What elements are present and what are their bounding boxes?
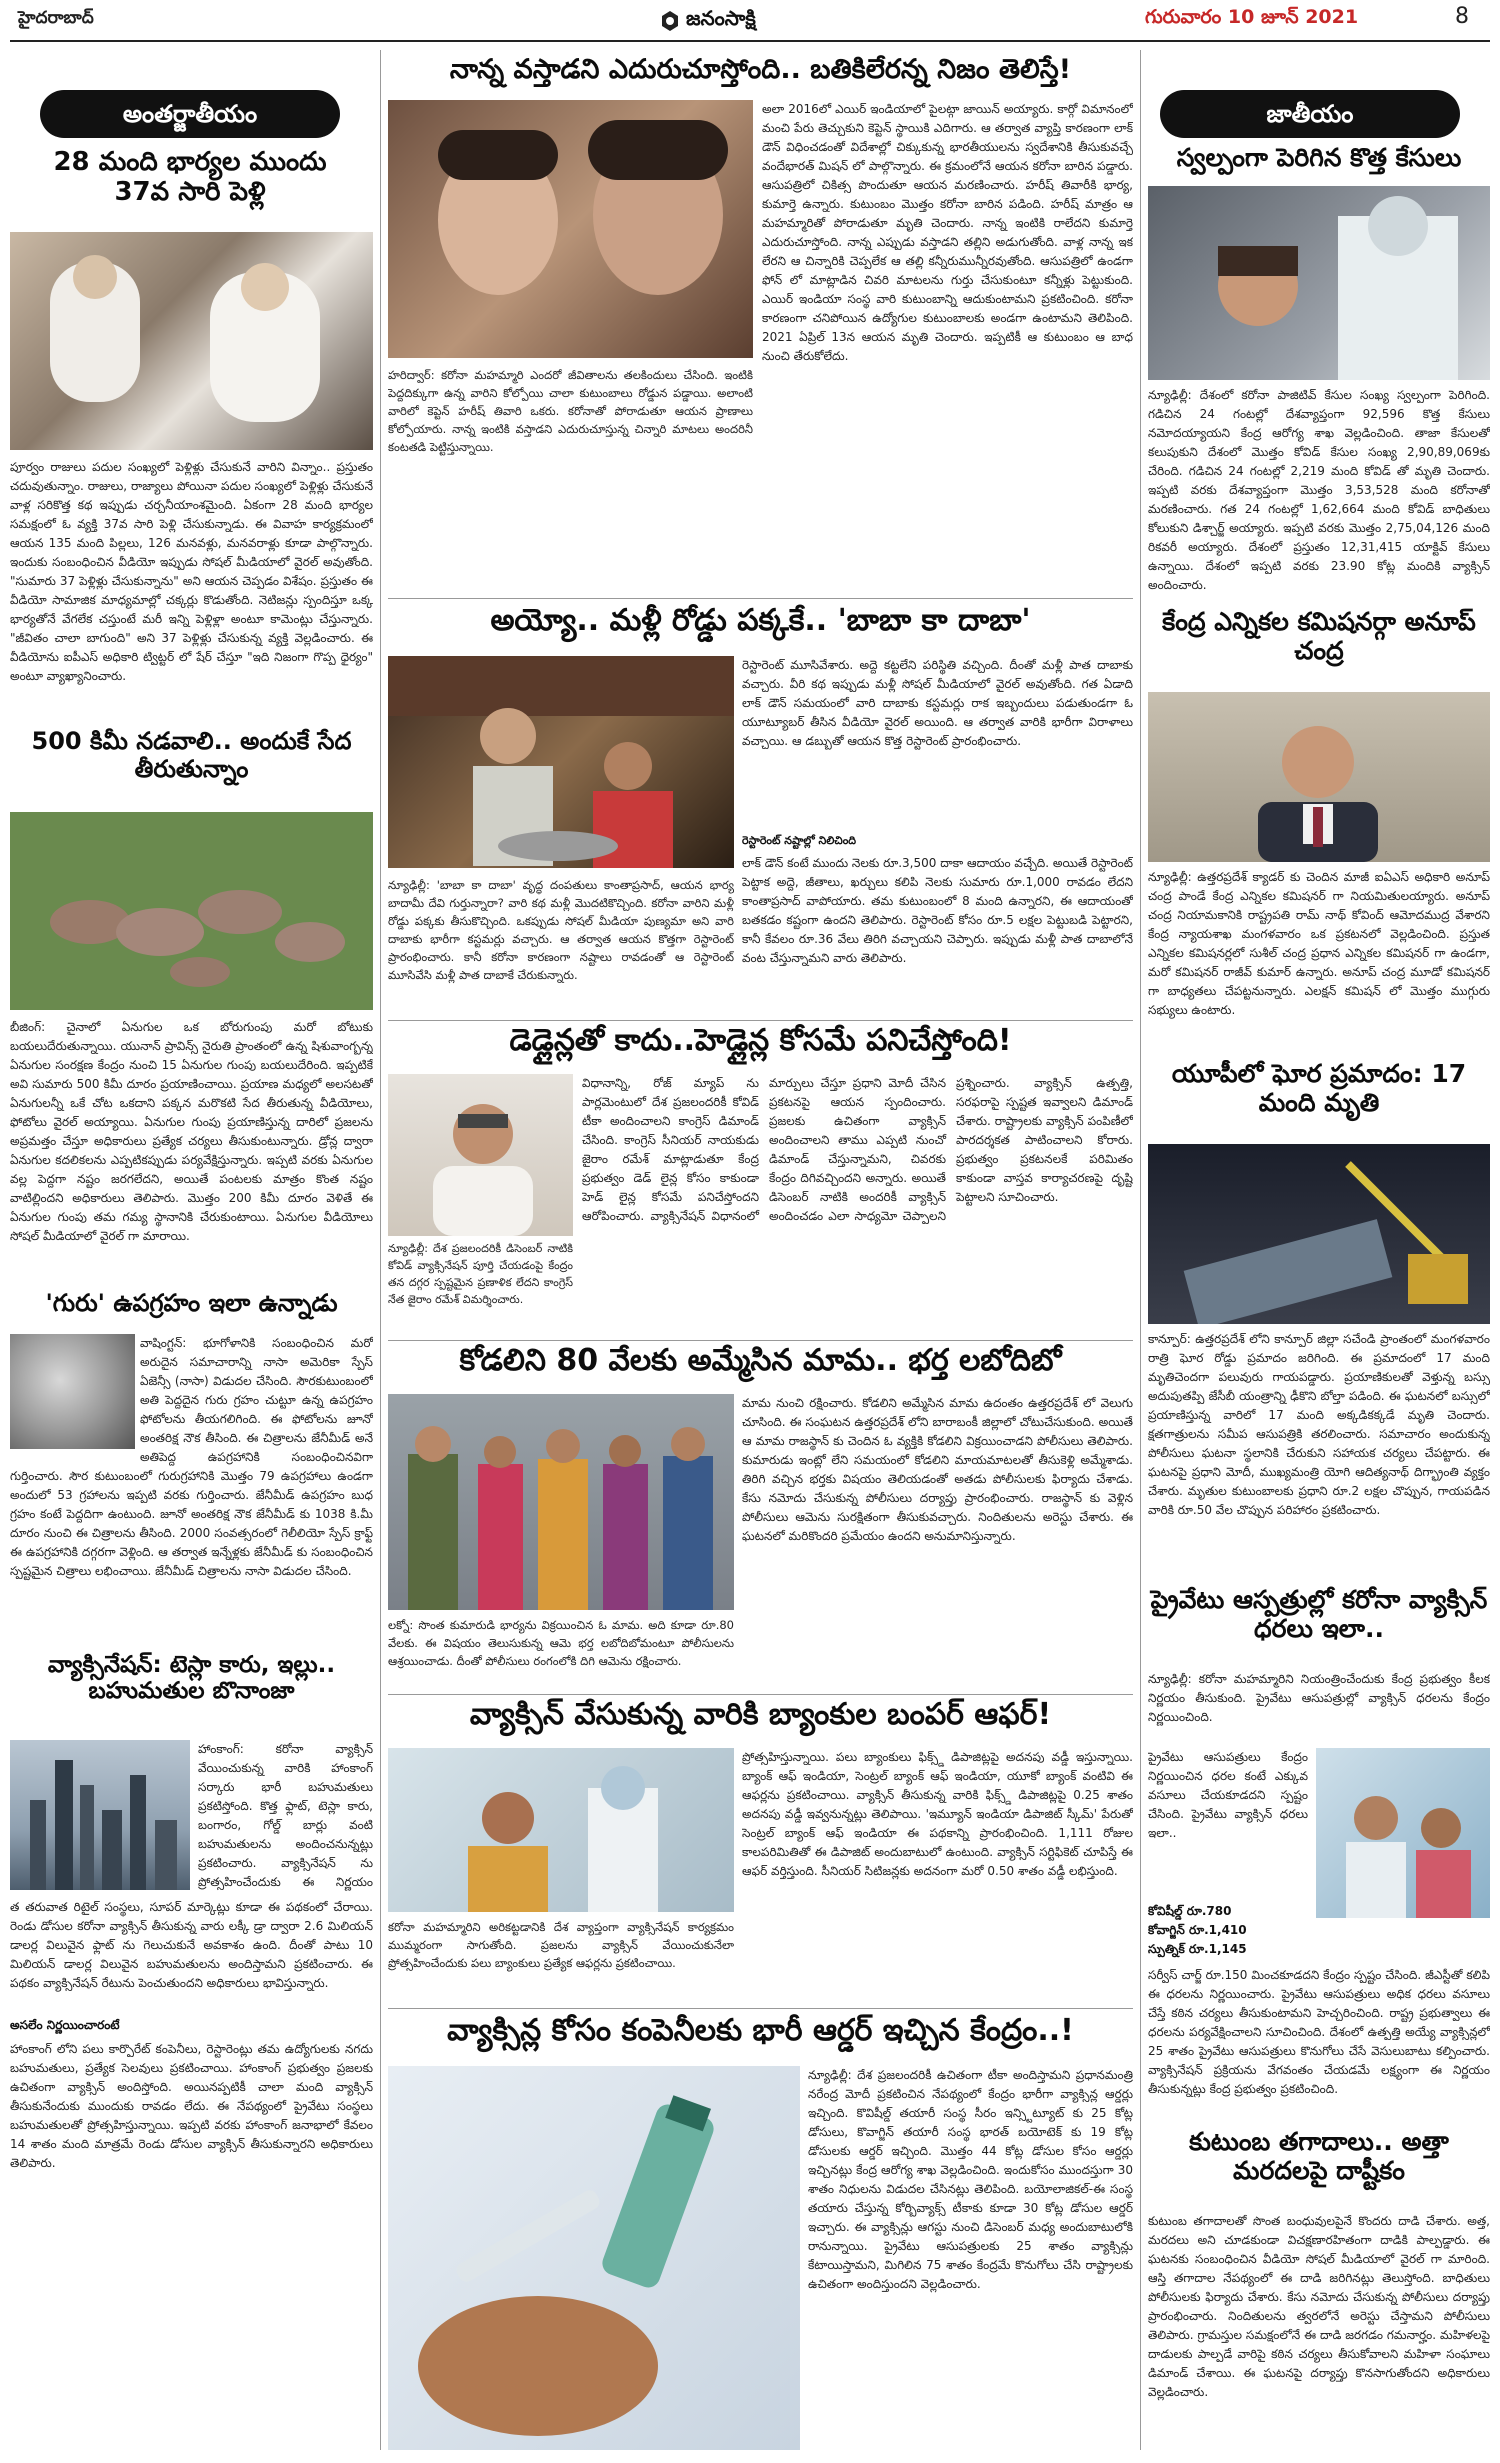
s4-body-top: హాంకాంగ్: కరోనా వ్యాక్సిన్ వేయించుకున్న వారికి హాంకాంగ్ సర్కారు భారీ బహుమతులు ప్రకటిస్తోంది. కొత్త ఫ్లాట్, టెస్లా కారు, బంగారం, గోల్డ్ బార్లు వంటి బహుమతులను అందించనున్నట్లు ప్రకటించారు. వ్యాక్సినేషన్ ను ప్రోత్సహించేందుకు ఈ నిర్ణయం [198, 1742, 373, 1889]
s6-body-top: రెస్టారెంట్ మూసివేశారు. అద్దె కట్టలేని పరిస్థితి వచ్చింది. దీంతో మళ్లీ పాత దాబాకు వచ్చారు. వీరి కథ ఇప్పుడు మళ్లీ సోషల్ మీడియాలో వైరల్ అవుతోంది. గత ఏడాది లాక్ డౌన్ సమయంలో వారి దాబాకు కస్టమర్లు రాక ఇబ్బందులు పడుతుండగా ఓ యూట్యూబర్ తీసిన వీడియో వైరల్ అయింది. ఆ తర్వాత వారికి భారీగా విరాళాలు వచ్చాయి. ఆ డబ్బుతో ఆయన కొత్త రెస్టారెంట్ ప్రారంభించారు. [742, 658, 1133, 748]
s8-photo [388, 1394, 734, 1610]
header-city: హైదరాబాద్ [18, 8, 94, 28]
s6-photo [388, 656, 734, 868]
s15-body: కుటుంబ తగాదాలతో సొంత బంధువులపైనే కొందరు దాడి చేశారు. అత్త, మరదలు అని చూడకుండా విచక్షణారహితంగా దాడికి పాల్పడ్డారు. ఈ ఘటనకు సంబంధించిన వీడియో సోషల్ మీడియాలో వైరల్ గా మారింది. ఆస్తి తగాదాల నేపథ్యంలో ఈ దాడి జరిగినట్లు తెలుస్తోంది. బాధితులు పోలీసులకు ఫిర్యాదు చేశారు. కేసు నమోదు చేసుకున్న పోలీసులు దర్యాప్తు ప్రారంభించారు. నిందితులను త్వరలోనే అరెస్టు చేస్తామని పోలీసులు తెలిపారు. గ్రామస్తుల సమక్షంలోనే ఈ దాడి జరగడం గమనార్హం. మహిళలపై దాడులకు పాల్పడే వారిపై కఠిన చర్యలు తీసుకోవాలని మహిళా సంఘాలు డిమాండ్ చేశాయి. ఈ ఘటనపై దర్యాప్తు కొనసాగుతోందని అధికారులు వెల్లడించారు. [1148, 2214, 1490, 2399]
s5-headline: నాన్న వస్తాడని ఎదురుచూస్తోంది.. బతికిలేరన్న నిజం తెలిస్తే! [449, 54, 1072, 85]
s1-body: పూర్వం రాజులు పదుల సంఖ్యలో పెళ్లిళ్లు చేసుకునే వారిని విన్నాం.. ప్రస్తుతం చదువుతున్నాం. రాజులు, రాజ్యాలు పోయినా పదుల సంఖ్యలో పెళ్లిళ్లు చేసుకునే వాళ్ల సరికొత్త కథ ఇప్పుడు చర్చనీయాంశమైంది. ఏకంగా 28 మంది భార్యల సమక్షంలో ఓ వ్యక్తి 37వ సారి పెళ్లి చేసుకున్నాడు. ఈ వివాహ కార్యక్రమంలో ఆయన 135 మంది పిల్లలు, 126 మనవళ్లు, మనవరాళ్లు కూడా పాల్గొన్నారు. ఇందుకు సంబంధించిన వీడియో ఇప్పుడు సోషల్ మీడియాలో వైరల్ అవుతోంది. "సుమారు 37 పెళ్లిళ్లు చేసుకున్నాను" అని ఆయన చెప్పడం విశేషం. ప్రస్తుతం ఈ వీడియో సామాజిక మాధ్యమాల్లో చక్కర్లు కొడుతోంది. నెటిజన్లు స్పందిస్తూ ఒక్క భార్యతోనే వేగలేక చస్తుంటే మరీ ఇన్ని పెళ్లిళ్లా అంటూ కామెంట్లు చేస్తున్నారు. "జీవితం చాలా బాగుంది" అని 37 పెళ్లిళ్లు చేసుకున్న వ్యక్తి వెల్లడించారు. ఈ వీడియోను ఐపీఎస్ అధికారి ట్విట్టర్ లో షేర్ చేస్తూ "ఇది నిజంగా గొప్ప ధైర్యం" అంటూ వ్యాఖ్యానించారు. [10, 460, 373, 683]
masthead-logo: జనంసాక్షి [686, 6, 756, 30]
s11-body: న్యూఢిల్లీ: దేశంలో కరోనా పాజిటివ్ కేసుల సంఖ్య స్వల్పంగా పెరిగింది. గడిచిన 24 గంటల్లో దేశవ్యాప్తంగా 92,596 కొత్త కేసులు నమోదయ్యాయని కేంద్ర ఆరోగ్య శాఖ వెల్లడించింది. తాజా కేసులతో కలుపుకుని దేశంలో మొత్తం కోవిడ్ కేసుల సంఖ్య 2,90,89,069కు చేరింది. గడిచిన 24 గంటల్లో 2,219 మంది కోవిడ్ తో మృతి చెందారు. ఇప్పటి వరకు దేశవ్యాప్తంగా మొత్తం 3,53,528 మంది కరోనాతో మరణించారు. గత 24 గంటల్లో 1,62,664 మంది కోవిడ్ బాధితులు కోలుకుని డిశ్చార్జ్ అయ్యారు. ఇప్పటి వరకు మొత్తం 2,75,04,126 మంది రికవరీ అయ్యారు. దేశంలో ప్రస్తుతం 12,31,415 యాక్టివ్ కేసులు ఉన్నాయి. దేశంలో ఇప్పటి వరకు 23.90 కోట్ల మందికి వ్యాక్సిన్ అందించారు. [1148, 388, 1490, 592]
column-divider [1140, 50, 1141, 2450]
s3-photo-mask [10, 1334, 135, 1449]
s12-photo [1148, 692, 1490, 862]
s11-headline: స్వల్పంగా పెరిగిన కొత్త కేసులు [1176, 144, 1462, 172]
s6-subhead: రెస్టారెంట్ నష్టాల్లో నిలిచింది [742, 834, 857, 847]
s7-headline: డెడ్లైన్లతో కాదు..హెడ్లైన్ల కోసమే పనిచేస్తోంది! [509, 1024, 1012, 1058]
s4-headline: వ్యాక్సినేషన్: టెస్లా కారు, ఇల్లు.. బహుమతుల బొనాంజా [47, 1652, 336, 1705]
s4-body2: హాంకాంగ్ లోని పలు కార్పొరేట్ కంపెనీలు, రెస్టారెంట్లు తమ ఉద్యోగులకు నగదు బహుమతులు, ప్రత్యేక సెలవులు ప్రకటించాయి. హాంకాంగ్ ప్రభుత్వం ప్రజలకు ఉచితంగా వ్యాక్సిన్ అందిస్తోంది. అయినప్పటికీ చాలా మంది వ్యాక్సిన్ తీసుకునేందుకు ముందుకు రావడం లేదు. ఈ నేపథ్యంలో ప్రైవేటు సంస్థలు బహుమతులతో ప్రోత్సహిస్తున్నాయి. ఇప్పటి వరకు హాంకాంగ్ జనాభాలో కేవలం 14 శాతం మంది మాత్రమే రెండు డోసుల వ్యాక్సిన్ తీసుకున్నారని అధికారులు తెలిపారు. [10, 2042, 373, 2170]
s2-headline: 500 కిమీ నడవాలి.. అందుకే సేద తీరుతున్నాం [31, 728, 352, 783]
s3-body-text: వాషింగ్టన్: భూగోళానికి సంబంధించిన మరో అరుదైన సమాచారాన్ని నాసా అమెరికా స్పేస్ ఏజెన్సీ (నాసా) విడుదల చేసింది. సౌరకుటుంబంలో అతి పెద్దదైన గురు గ్రహం చుట్టూ ఉన్న ఉపగ్రహం ఫోటోలను తీయగలిగింది. ఈ ఫోటోలను జూనో అంతరిక్ష నౌక తీసింది. ఈ చిత్రాలను జేనీమీడ్ అనే అతిపెద్ద ఉపగ్రహానికి సంబంధించినవిగా గుర్తించారు. సౌర కుటుంబంలో గురుగ్రహానికి మొత్తం 79 ఉపగ్రహాలు ఉండగా అందులో 53 గ్రహాలను ఇప్పటి వరకు గుర్తించారు. జేనీమీడ్ ఉపగ్రహం బుధ గ్రహం కంటే పెద్దదిగా ఉంటుంది. జూనో అంతరిక్ష నౌక జేనీమీడ్ కు 1038 కి.మీ దూరం నుంచి ఈ చిత్రాలను తీసింది. 2000 సంవత్సరంలో గెలీలియో స్పేస్ క్రాఫ్ట్ ఈ ఉపగ్రహానికి దగ్గరగా వెళ్లింది. ఆ తర్వాత ఇన్నేళ్లకు జేనీమీడ్ కు సంబంధించిన స్పష్టమైన చిత్రాలు లభించాయి. జేనీమీడ్ చిత్రాలను నాసా విడుదల చేసింది. [10, 1336, 373, 1578]
s4-subhead: అసలేం నిర్ణయించారంటే [10, 2018, 120, 2032]
s4-body: త తరువాత రిటైల్ సంస్థలు, సూపర్ మార్కెట్లు కూడా ఈ పథకంలో చేరాయి. రెండు డోసుల కరోనా వ్యాక్సిన్ తీసుకున్న వారు లక్కీ డ్రా ద్వారా 2.6 మిలియన్ డాలర్ల విలువైన ఫ్లాట్ ను గెలుచుకునే అవకాశం ఉంది. దీంతో పాటు 10 మిలియన్ డాలర్ల విలువైన బహుమతులను అందిస్తామని ప్రకటించారు. ఈ పథకం వ్యాక్సినేషన్ రేటును పెంచుతుందని అధికారులు భావిస్తున్నారు. [10, 1900, 373, 1990]
s8-headline: కోడలిని 80 వేలకు అమ్మేసిన మామ.. భర్త లబోదిబో [459, 1344, 1062, 1378]
column-divider [380, 50, 381, 2450]
s14-photo [1316, 1748, 1490, 1918]
s12-headline: కేంద్ర ఎన్నికల కమిషనర్గా అనూప్ చంద్ర [1162, 608, 1476, 665]
s8-caption: లక్నో: సొంత కుమారుడి భార్యను విక్రయించిన ఓ మామ. అది కూడా రూ.80 వేలకు. ఈ విషయం తెలుసుకున్న ఆమె భర్త లబోదిబోమంటూ పోలీసులను ఆశ్రయించాడు. దీంతో పోలీసులు రంగంలోకి దిగి ఆమెను రక్షించారు. [388, 1618, 734, 1668]
s3-headline: 'గురు' ఉపగ్రహం ఇలా ఉన్నాడు [45, 1290, 338, 1317]
s6-headline: అయ్యో.. మళ్లీ రోడ్డు పక్కకే.. 'బాబా కా దాబా' [490, 604, 1031, 638]
section-tag-international: అంతర్జాతీయం [40, 90, 340, 138]
s2-photo [10, 812, 373, 1010]
s14-price-list [1148, 1902, 1308, 1962]
s11-photo [1148, 186, 1490, 380]
s10-body: న్యూఢిల్లీ: దేశ ప్రజలందరికీ ఉచితంగా టీకా అందిస్తామని ప్రధానమంత్రి నరేంద్ర మోదీ ప్రకటించిన నేపథ్యంలో కేంద్రం భారీగా వ్యాక్సిన్ల ఆర్డర్లు ఇచ్చింది. కొవిషీల్డ్ తయారీ సంస్థ సీరం ఇన్స్టిట్యూట్ కు 25 కోట్ల డోసులు, కొవాగ్జిన్ తయారీ సంస్థ భారత్ బయోటెక్ కు 19 కోట్ల డోసులకు ఆర్డర్ ఇచ్చింది. మొత్తం 44 కోట్ల డోసుల కోసం ఆర్డర్లు ఇచ్చినట్లు కేంద్ర ఆరోగ్య శాఖ వెల్లడించింది. ఇందుకోసం ముందస్తుగా 30 శాతం నిధులను విడుదల చేసినట్లు తెలిపింది. బయోలాజికల్-ఈ సంస్థ తయారు చేస్తున్న కోర్బివ్యాక్స్ టీకాకు కూడా 30 కోట్ల డోసుల ఆర్డర్ ఇచ్చారు. ఈ వ్యాక్సిన్లు ఆగస్టు నుంచి డిసెంబర్ మధ్య అందుబాటులోకి రానున్నాయి. ప్రైవేటు ఆసుపత్రులకు 25 శాతం వ్యాక్సిన్లు కేటాయిస్తామని, మిగిలిన 75 శాతం కేంద్రమే కొనుగోలు చేసి రాష్ట్రాలకు ఉచితంగా అందిస్తుందని వెల్లడించారు. [808, 2068, 1133, 2291]
masthead [660, 6, 756, 35]
price-covaxin: కోవాగ్జిన్ రూ.1,410 [1148, 1923, 1247, 1937]
s5-caption: హరిద్వార్: కరోనా మహమ్మారి ఎందరో జీవితాలను తలకిందులు చేసింది. ఇంటికి పెద్దదిక్కుగా ఉన్న వారిని కోల్పోయి చాలా కుటుంబాలు రోడ్డున పడ్డాయి. అలాంటి వారిలో కెప్టెన్ హరీష్ తివారి ఒకరు. కరోనాతో పోరాడుతూ ఆయన ప్రాణాలు కోల్పోయారు. నాన్న ఇంటికి వస్తాడని ఎదురుచూస్తున్న చిన్నారి మాటలు అందరినీ కంటతడి పెట్టిస్తున్నాయి. [388, 368, 753, 454]
s10-headline: వ్యాక్సిన్ల కోసం కంపెనీలకు భారీ ఆర్డర్ ఇచ్చిన కేంద్రం..! [447, 2014, 1074, 2048]
s13-body: కాన్పూర్: ఉత్తరప్రదేశ్ లోని కాన్పూర్ జిల్లా సచేండి ప్రాంతంలో మంగళవారం రాత్రి ఘోర రోడ్డు ప్రమాదం జరిగింది. ఈ ప్రమాదంలో 17 మంది మృతిచెందగా పలువురు గాయపడ్డారు. ప్రయాణికులతో వెళ్తున్న బస్సు అదుపుతప్పి జేసీబీ యంత్రాన్ని ఢీకొని బోల్తా పడింది. ఈ ఘటనలో బస్సులో ప్రయాణిస్తున్న వారిలో 17 మంది అక్కడికక్కడే మృతి చెందారు. క్షతగాత్రులను సమీప ఆసుపత్రికి తరలించారు. సమాచారం అందుకున్న పోలీసులు ఘటనా స్థలానికి చేరుకుని సహాయక చర్యలు చేపట్టారు. ఈ ఘటనపై ప్రధాని మోదీ, ముఖ్యమంత్రి యోగి ఆదిత్యనాథ్ దిగ్భ్రాంతి వ్యక్తం చేశారు. మృతుల కుటుంబాలకు ప్రధాని రూ.2 లక్షల చొప్పున, గాయపడిన వారికి రూ.50 వేల చొప్పున పరిహారం ప్రకటించారు. [1148, 1332, 1490, 1517]
s5-body: అలా 2016లో ఎయిర్ ఇండియాలో పైలట్గా జాయిన్ అయ్యారు. కార్గో విమానంలో మంచి పేరు తెచ్చుకుని కెప్టెన్ స్థాయికి ఎదిగారు. ఆ తర్వాత వ్యాప్తి కారణంగా లాక్ డౌన్ విధించడంతో విదేశాల్లో చిక్కుకున్న భారతీయులను స్వదేశానికి తీసుకువచ్చే వందేభారత్ మిషన్ లో పాల్గొన్నారు. ఈ క్రమంలోనే ఆయన కరోనా బారిన పడ్డారు. ఆసుపత్రిలో చికిత్స పొందుతూ ఆయన మరణించారు. హరీష్ తివారీకి భార్య, కుమార్తె ఉన్నారు. కుటుంబం మొత్తం కరోనా బారిన పడింది. హరీష్ మాత్రం ఆ మహమ్మారితో పోరాడుతూ మృతి చెందారు. నాన్న ఇంటికి రాలేదని కుమార్తె ఎదురుచూస్తోంది. నాన్న ఎప్పుడు వస్తాడని తల్లిని అడుగుతోంది. వాళ్ల నాన్న ఇక లేరని ఆ చిన్నారికి చెప్పలేక ఆ తల్లి కన్నీరుమున్నీరవుతోంది. ఆసుపత్రిలో ఉండగా ఫోన్ లో మాట్లాడిన చివరి మాటలను గుర్తు చేసుకుంటూ కన్నీళ్లు పెట్టుకుంది. ఎయిర్ ఇండియా సంస్థ వారి కుటుంబాన్ని ఆదుకుంటామని ప్రకటించింది. కరోనా కారణంగా చనిపోయిన ఉద్యోగుల కుటుంబాలకు అండగా ఉంటామని తెలిపింది. 2021 ఏప్రిల్ 13న ఆయన మృతి చెందారు. ఇప్పటికీ ఆ కుటుంబం ఆ బాధ నుంచి తేరుకోలేదు. [762, 102, 1133, 363]
price-covishield: కోవిషీల్డ్ రూ.780 [1148, 1904, 1232, 1918]
s6-caption: న్యూఢిల్లీ: 'బాబా కా దాబా' వృద్ధ దంపతులు కాంతాప్రసాద్, ఆయన భార్య బాదామీ దేవి గుర్తున్నారా? వారి కథ మళ్లీ మొదటికొచ్చింది. కరోనా వారిని మళ్లీ రోడ్డు పక్కకు తీసుకొచ్చింది. ఒకప్పుడు సోషల్ మీడియా పుణ్యమా అని వారి దాబాకు భారీగా కస్టమర్లు వచ్చారు. ఆ తర్వాత ఆయన కొత్తగా రెస్టారెంట్ ప్రారంభించారు. కానీ కరోనా కారణంగా నష్టాలు రావడంతో ఆ రెస్టారెంట్ మూసివేసి మళ్లీ పాత దాబాకే చేరుకున్నారు. [388, 878, 734, 982]
s9-headline: వ్యాక్సిన్ వేసుకున్న వారికి బ్యాంకుల బంపర్ ఆఫర్! [469, 1698, 1052, 1732]
divider [388, 598, 1133, 599]
s2-body: బీజింగ్: చైనాలో ఏనుగుల ఒక బోరుగుంపు మరో బోటుకు బయలుదేరుతున్నాయి. యునాన్ ప్రావిన్స్ నైరుతి ప్రాంతంలో ఉన్న షిశువాంగ్బన్న ఏనుగుల సంరక్షణ కేంద్రం నుంచి 15 ఏనుగుల గుంపు బయలుదేరింది. ఇప్పటికే అవి సుమారు 500 కిమీ దూరం ప్రయాణించాయి. ప్రయాణ మధ్యలో అలసటతో ఏనుగులన్నీ ఒకే చోట ఒకదాని పక్కన మరొకటి సేద తీరుతున్న వీడియోలు, ఫోటోలు వైరల్ అయ్యాయి. ఏనుగుల గుంపు ప్రయాణిస్తున్న దారిలో ప్రజలను అప్రమత్తం చేస్తూ అధికారులు ప్రత్యేక చర్యలు తీసుకుంటున్నారు. డ్రోన్ల ద్వారా ఏనుగుల కదలికలను ఎప్పటికప్పుడు పర్యవేక్షిస్తున్నారు. ఇప్పటి వరకు ఏనుగుల వల్ల పెద్దగా నష్టం జరగలేదని, అయితే పంటలకు మాత్రం కొంత నష్టం వాటిల్లిందని అధికారులు తెలిపారు. మొత్తం 200 కిమీ దూరం వెళితే ఈ ఏనుగుల గుంపు తమ గమ్య స్థానానికి చేరుకుంటాయి. ఏనుగుల వీడియోలు సోషల్ మీడియాలో వైరల్ గా మారాయి. [10, 1020, 373, 1243]
price-sputnik: స్పుత్నిక్ రూ.1,145 [1148, 1942, 1247, 1956]
s1-photo [10, 232, 373, 450]
s9-body: ప్రోత్సహిస్తున్నాయి. పలు బ్యాంకులు ఫిక్స్డ్ డిపాజిట్లపై అదనపు వడ్డీ ఇస్తున్నాయి. బ్యాంక్ ఆఫ్ ఇండియా, సెంట్రల్ బ్యాంక్ ఆఫ్ ఇండియా, యూకో బ్యాంక్ వంటివి ఈ ఆఫర్లను ప్రకటించాయి. వ్యాక్సిన్ తీసుకున్న వారికి ఫిక్స్డ్ డిపాజిట్లపై 0.25 శాతం అదనపు వడ్డీ ఇవ్వనున్నట్లు తెలిపాయి. 'ఇమ్యూన్ ఇండియా డిపాజిట్ స్కీమ్' పేరుతో సెంట్రల్ బ్యాంక్ ఆఫ్ ఇండియా ఈ పథకాన్ని ప్రారంభించింది. 1,111 రోజుల కాలపరిమితితో ఈ డిపాజిట్ అందుబాటులో ఉంటుంది. వ్యాక్సిన్ సర్టిఫికెట్ చూపిస్తే ఈ ఆఫర్ వర్తిస్తుంది. సీనియర్ సిటిజన్లకు అదనంగా మరో 0.50 శాతం వడ్డీ లభిస్తుంది. [742, 1750, 1133, 1878]
s13-photo [1148, 1144, 1490, 1324]
s14-headline: ప్రైవేటు ఆస్పత్రుల్లో కరోనా వ్యాక్సిన్ ధరలు ఇలా.. [1150, 1586, 1488, 1643]
s9-caption: కరోనా మహమ్మారిని అరికట్టడానికి దేశ వ్యాప్తంగా వ్యాక్సినేషన్ కార్యక్రమం ముమ్మరంగా సాగుతోంది. ప్రజలను వ్యాక్సిన్ వేయించుకునేలా ప్రోత్సహించేందుకు పలు బ్యాంకులు ప్రత్యేక ఆఫర్లను ప్రకటించాయి. [388, 1920, 734, 1970]
divider [388, 1340, 1133, 1341]
s5-photo [388, 100, 753, 358]
page-number: 8 [1455, 4, 1469, 29]
s14-body-top: న్యూఢిల్లీ: కరోనా మహమ్మారిని నియంత్రించేందుకు కేంద్ర ప్రభుత్వం కీలక నిర్ణయం తీసుకుంది. ప్రైవేటు ఆసుపత్రుల్లో వ్యాక్సిన్ ధరలను కేంద్రం నిర్ణయించింది. [1148, 1672, 1490, 1724]
s14-body: సర్వీస్ చార్జ్ రూ.150 మించకూడదని కేంద్రం స్పష్టం చేసింది. జీఎస్టీతో కలిపి ఈ ధరలను నిర్ణయించారు. ప్రైవేటు ఆసుపత్రులు అధిక ధరలు వసూలు చేస్తే కఠిన చర్యలు తీసుకుంటామని హెచ్చరించింది. రాష్ట్ర ప్రభుత్వాలు ఈ ధరలను పర్యవేక్షించాలని సూచించింది. దేశంలో ఉత్పత్తి అయ్యే వ్యాక్సిన్లలో 25 శాతం ప్రైవేటు ఆసుపత్రులు కొనుగోలు చేసే వెసులుబాటు కల్పించారు. వ్యాక్సినేషన్ ప్రక్రియను వేగవంతం చేయడమే లక్ష్యంగా ఈ నిర్ణయం తీసుకున్నట్లు కేంద్ర ప్రభుత్వం ప్రకటించింది. [1148, 1968, 1490, 2096]
s15-headline: కుటుంబ తగాదాలు.. అత్తా మరదలపై దాష్టీకం [1189, 2128, 1449, 2185]
s4-photo [10, 1740, 190, 1890]
divider [388, 1694, 1133, 1695]
s6-body: లాక్ డౌన్ కంటే ముందు నెలకు రూ.3,500 దాకా ఆదాయం వచ్చేది. అయితే రెస్టారెంట్ పెట్టాక అద్దె, జీతాలు, ఖర్చులు కలిపి నెలకు సుమారు రూ.1,000 రావడం లేదని కాంతాప్రసాద్ వాపోయారు. తమ కుటుంబంలో 8 మంది ఉన్నారని, ఈ ఆదాయంతో బతకడం కష్టంగా ఉందని తెలిపారు. రెస్టారెంట్ కోసం రూ.5 లక్షల పెట్టుబడి పెట్టారని, కానీ కేవలం రూ.36 వేలు తిరిగి వచ్చాయని చెప్పారు. ఇప్పుడు మళ్లీ పాత దాబాలోనే వంట చేస్తున్నామని వారు తెలిపారు. [742, 856, 1133, 965]
s1-headline: 28 మంది భార్యల ముందు 37వ సారి పెళ్లి [53, 148, 327, 207]
s10-photo [388, 2066, 800, 2450]
divider [388, 2008, 1133, 2009]
header-rule [10, 40, 1490, 42]
s7-caption: న్యూఢిల్లీ: దేశ ప్రజలందరికీ డిసెంబర్ నాటికి కోవిడ్ వ్యాక్సినేషన్ పూర్తి చేయడంపై కేంద్రం తన దగ్గర స్పష్టమైన ప్రణాళిక లేదని కాంగ్రెస్ నేత జైరాం రమేశ్ విమర్శించారు. [388, 1242, 573, 1306]
s7-photo [388, 1074, 573, 1236]
s14-body-mid: ప్రైవేటు ఆసుపత్రులు కేంద్రం నిర్ణయించిన ధరల కంటే ఎక్కువ వసూలు చేయకూడదని స్పష్టం చేసింది. ప్రైవేటు వ్యాక్సిన్ ధరలు ఇలా.. [1148, 1750, 1308, 1840]
s8-body: మామ నుంచి రక్షించారు. కోడలిని అమ్మేసిన మామ ఉదంతం ఉత్తరప్రదేశ్ లో వెలుగు చూసింది. ఈ సంఘటన ఉత్తరప్రదేశ్ లోని బారాబంకీ జిల్లాలో చోటుచేసుకుంది. అయితే ఆ మామ రాజస్థాన్ కు చెందిన ఓ వ్యక్తికి కోడలిని విక్రయించాడని పోలీసులు తెలిపారు. కుమారుడు ఇంట్లో లేని సమయంలో కోడలిని మాయమాటలతో తీసుకెళ్లి అమ్మేశాడు. తిరిగి వచ్చిన భర్తకు విషయం తెలియడంతో అతడు పోలీసులకు ఫిర్యాదు చేశాడు. కేసు నమోదు చేసుకున్న పోలీసులు దర్యాప్తు ప్రారంభించారు. రాజస్థాన్ కు వెళ్లిన పోలీసులు ఆమెను సురక్షితంగా తీసుకువచ్చారు. నిందితులను అరెస్టు చేశారు. ఈ ఘటనలో మరికొందరి ప్రమేయం ఉందని అనుమానిస్తున్నారు. [742, 1396, 1133, 1543]
section-tag-national: జాతీయం [1160, 90, 1460, 138]
s7-body: విధానాన్ని, రోజ్ మ్యాప్ ను పార్లమెంటులో దేశ ప్రజలందరికీ కోవిడ్ టీకా అందించాలని కాంగ్రెస్ డిమాండ్ చేసింది. కాంగ్రెస్ సీనియర్ నాయకుడు జైరాం రమేశ్ మాట్లాడుతూ కేంద్ర ప్రభుత్వం డెడ్ లైన్ల కోసం కాకుండా హెడ్ లైన్ల కోసమే పనిచేస్తోందని ఆరోపించారు. వ్యాక్సినేషన్ విధానంలో మార్పులు చేస్తూ ప్రధాని మోదీ చేసిన ప్రకటనపై ఆయన స్పందించారు. ప్రజలకు ఉచితంగా వ్యాక్సిన్ అందించాలని తాము ఎప్పటి నుంచో డిమాండ్ చేస్తున్నామని, చివరకు కేంద్రం దిగివచ్చిందని అన్నారు. అయితే డిసెంబర్ నాటికి అందరికీ వ్యాక్సిన్ అందించడం ఎలా సాధ్యమో చెప్పాలని ప్రశ్నించారు. వ్యాక్సిన్ ఉత్పత్తి, సరఫరాపై స్పష్టత ఇవ్వాలని డిమాండ్ చేశారు. రాష్ట్రాలకు వ్యాక్సిన్ పంపిణీలో పారదర్శకత పాటించాలని కోరారు. ప్రభుత్వం ప్రకటనలకే పరిమితం కాకుండా వాస్తవ కార్యాచరణపై దృష్టి పెట్టాలని సూచించారు. [582, 1076, 1133, 1223]
header-date: గురువారం 10 జూన్ 2021 [1145, 6, 1359, 28]
s9-photo [388, 1748, 734, 1912]
s13-headline: యూపీలో ఘోర ప్రమాదం: 17 మంది మృతి [1171, 1060, 1467, 1117]
s12-body: న్యూఢిల్లీ: ఉత్తరప్రదేశ్ క్యాడర్ కు చెందిన మాజీ ఐఏఎస్ అధికారి అనూప్ చంద్ర పాండే కేంద్ర ఎన్నికల కమిషనర్ గా నియమితులయ్యారు. అనూప్ చంద్ర నియామకానికి రాష్ట్రపతి రామ్ నాథ్ కోవింద్ ఆమోదముద్ర వేశారని కేంద్ర న్యాయశాఖ మంగళవారం ఒక ప్రకటనలో వెల్లడించింది. ప్రస్తుత ఎన్నికల కమిషనర్లలో సుశీల్ చంద్ర ప్రధాన ఎన్నికల కమిషనర్ గా ఉండగా, మరో కమిషనర్ రాజీవ్ కుమార్ ఉన్నారు. అనూప్ చంద్ర మూడో కమిషనర్ గా బాధ్యతలు చేపట్టనున్నారు. ఎలక్షన్ కమిషన్ లో మొత్తం ముగ్గురు సభ్యులు ఉంటారు. [1148, 870, 1490, 1017]
divider [388, 1020, 1133, 1021]
logo-emblem-icon [660, 10, 680, 32]
